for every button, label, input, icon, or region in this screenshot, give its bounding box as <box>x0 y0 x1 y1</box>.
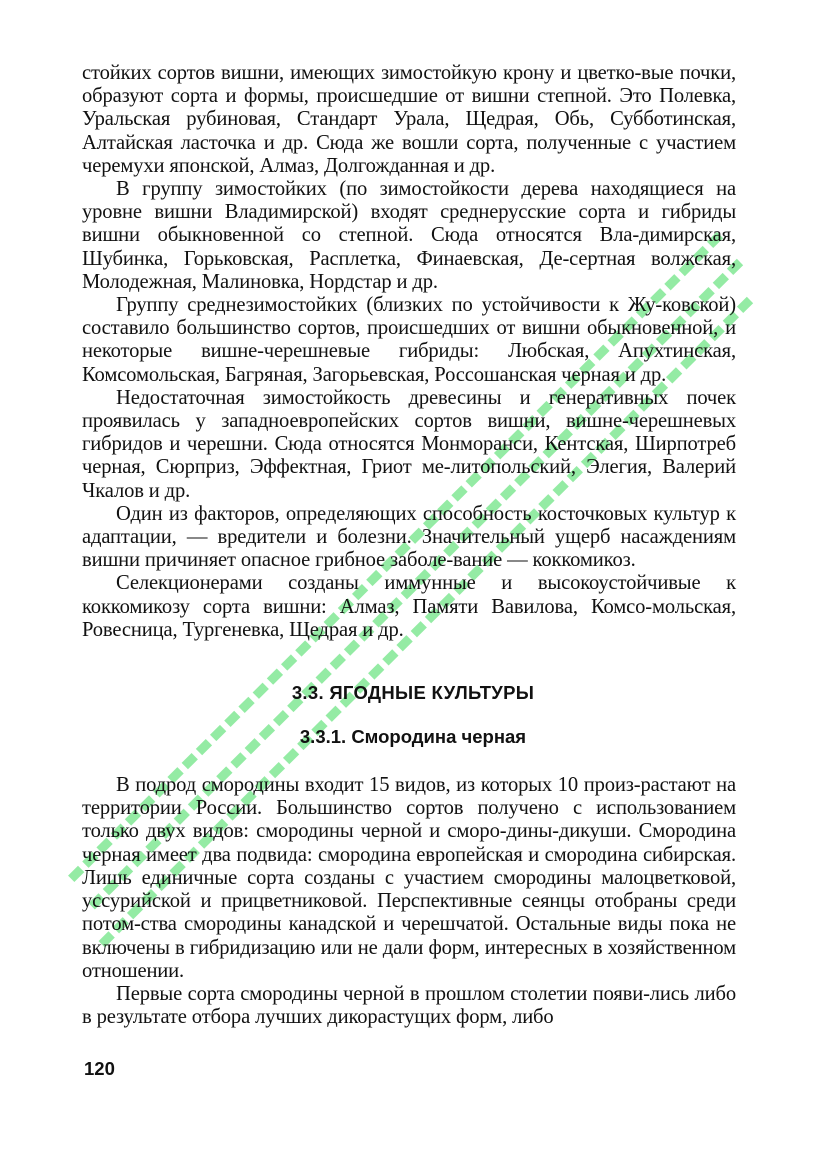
paragraph: Один из факторов, определяющих способность косточковых культур к адаптации, — вредители и болезни. Значительный ущерб насаждениям вишни причиняет опасное грибное заболе-вание — коккомикоз. <box>82 502 736 572</box>
paragraph: В подрод смородины входит 15 видов, из которых 10 произ-растают на территории России. Большинство сортов получено с использованием только двух видов: смородины черной и сморо-дины-дикуши. Смородина черная имеет два подвида: смородина европейская и смородина сибирская. Лишь единичные сорта созданы с участием смородины малоцветковой, уссурийской и прицветниковой. Перспективные сеянцы отобраны среди потом-ства смородины канадской и черешчатой. Остальные виды пока не включены в гибридизацию или не дали форм, интересных в хозяйственном отношении. <box>82 774 736 982</box>
page-body <box>82 62 736 1029</box>
section-title: 3.3. ЯГОДНЫЕ КУЛЬТУРЫ <box>291 682 535 704</box>
paragraph: Селекционерами созданы иммунные и высокоустойчивые к коккомикозу сорта вишни: Алмаз, Памяти Вавилова, Комсо-мольская, Ровесница, Тургеневка, Щедрая и др. <box>82 572 736 641</box>
paragraph: В группу зимостойких (по зимостойкости дерева находящиеся на уровне вишни Владимирской) входят среднерусские сорта и гибриды вишни обыкновенной со степной. Сюда относятся Вла-димирская, Шубинка, Горьковская, Расплетка, Финаевская, Де-сертная волжская, Молодежная, Малиновка, Нордстар и др. <box>82 178 736 293</box>
paragraph: стойких сортов вишни, имеющих зимостойкую крону и цветко-вые почки, образуют сорта и формы, происшедшие от вишни степной. Это Полевка, Уральская рубиновая, Стандарт Урала, Щедрая, Обь, Субботинская, Алтайская ласточка и др. Сюда же вошли сорта, полученные с участием черемухи японской, Алмаз, Долгожданная и др. <box>82 62 736 177</box>
paragraph: Недостаточная зимостойкость древесины и генеративных почек проявилась у западноевропейских сортов вишни, вишне-черешневых гибридов и черешни. Сюда относятся Монморанси, Кентская, Ширпотреб черная, Сюрприз, Эффектная, Гриот ме-литопольский, Элегия, Валерий Чкалов и др. <box>82 386 736 502</box>
paragraph: Первые сорта смородины черной в прошлом столетии появи-лись либо в результате отбора лучших дикорастущих форм, либо <box>82 982 736 1029</box>
page-number: 120 <box>84 1058 115 1079</box>
subsection-title: 3.3.1. Смородина черная <box>299 726 527 748</box>
paragraph: Группу среднезимостойких (близких по устойчивости к Жу-ковской) составило большинство сортов, происшедших от вишни обыкновенной, и некоторые вишне-черешневые гибриды: Любская, Апухтинская, Комсомольская, Багряная, Загорьевская, Россошанская черная и др. <box>82 294 736 386</box>
